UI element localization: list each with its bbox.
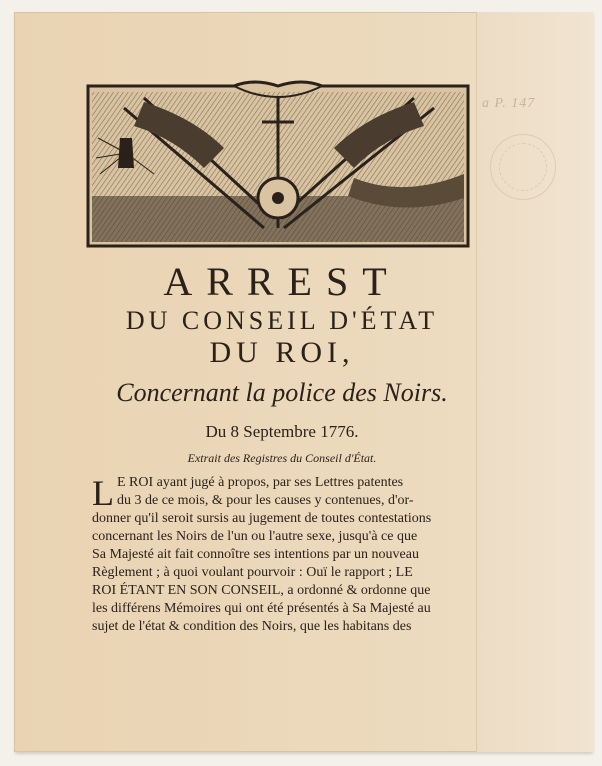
page-fold xyxy=(476,12,593,752)
extract-line: Extrait des Registres du Conseil d'État. xyxy=(187,451,377,465)
title-du-roi: DU ROI, xyxy=(209,336,355,369)
body-line: du 3 de ce mois, & pour les causes y contenues, d'or- xyxy=(117,493,414,508)
engraved-vignette xyxy=(84,78,472,250)
body-line: Sa Majesté ait fait connoître ses intentions par un nouveau xyxy=(92,547,419,562)
body-text xyxy=(92,474,456,636)
subject-line: Concernant la police des Noirs. xyxy=(116,378,448,407)
drop-cap: L xyxy=(92,473,114,513)
body-line: sujet de l'état & condition des Noirs, que les habitans des xyxy=(92,619,412,634)
title-arrest: ARREST xyxy=(163,259,401,304)
handwritten-margin-note: a P. 147 xyxy=(482,96,536,111)
body-line: concernant les Noirs de l'un ou l'autre sexe, jusqu'à ce que xyxy=(92,529,418,544)
library-stamp xyxy=(490,134,556,200)
body-line: Règlement ; à quoi voulant pourvoir : Ouï le rapport ; LE xyxy=(92,565,413,580)
body-line: E ROI ayant jugé à propos, par ses Lettres patentes xyxy=(117,475,404,490)
date-line: Du 8 Septembre 1776. xyxy=(205,422,359,441)
body-line: les différens Mémoires qui ont été présentés à Sa Majesté au xyxy=(92,601,431,616)
title-conseil: DU CONSEIL D'ÉTAT xyxy=(125,306,439,335)
body-line: ROI ÉTANT EN SON CONSEIL, a ordonné & ordonne que xyxy=(92,583,431,598)
body-line: donner qu'il seroit sursis au jugement de toutes contestations xyxy=(92,511,432,526)
